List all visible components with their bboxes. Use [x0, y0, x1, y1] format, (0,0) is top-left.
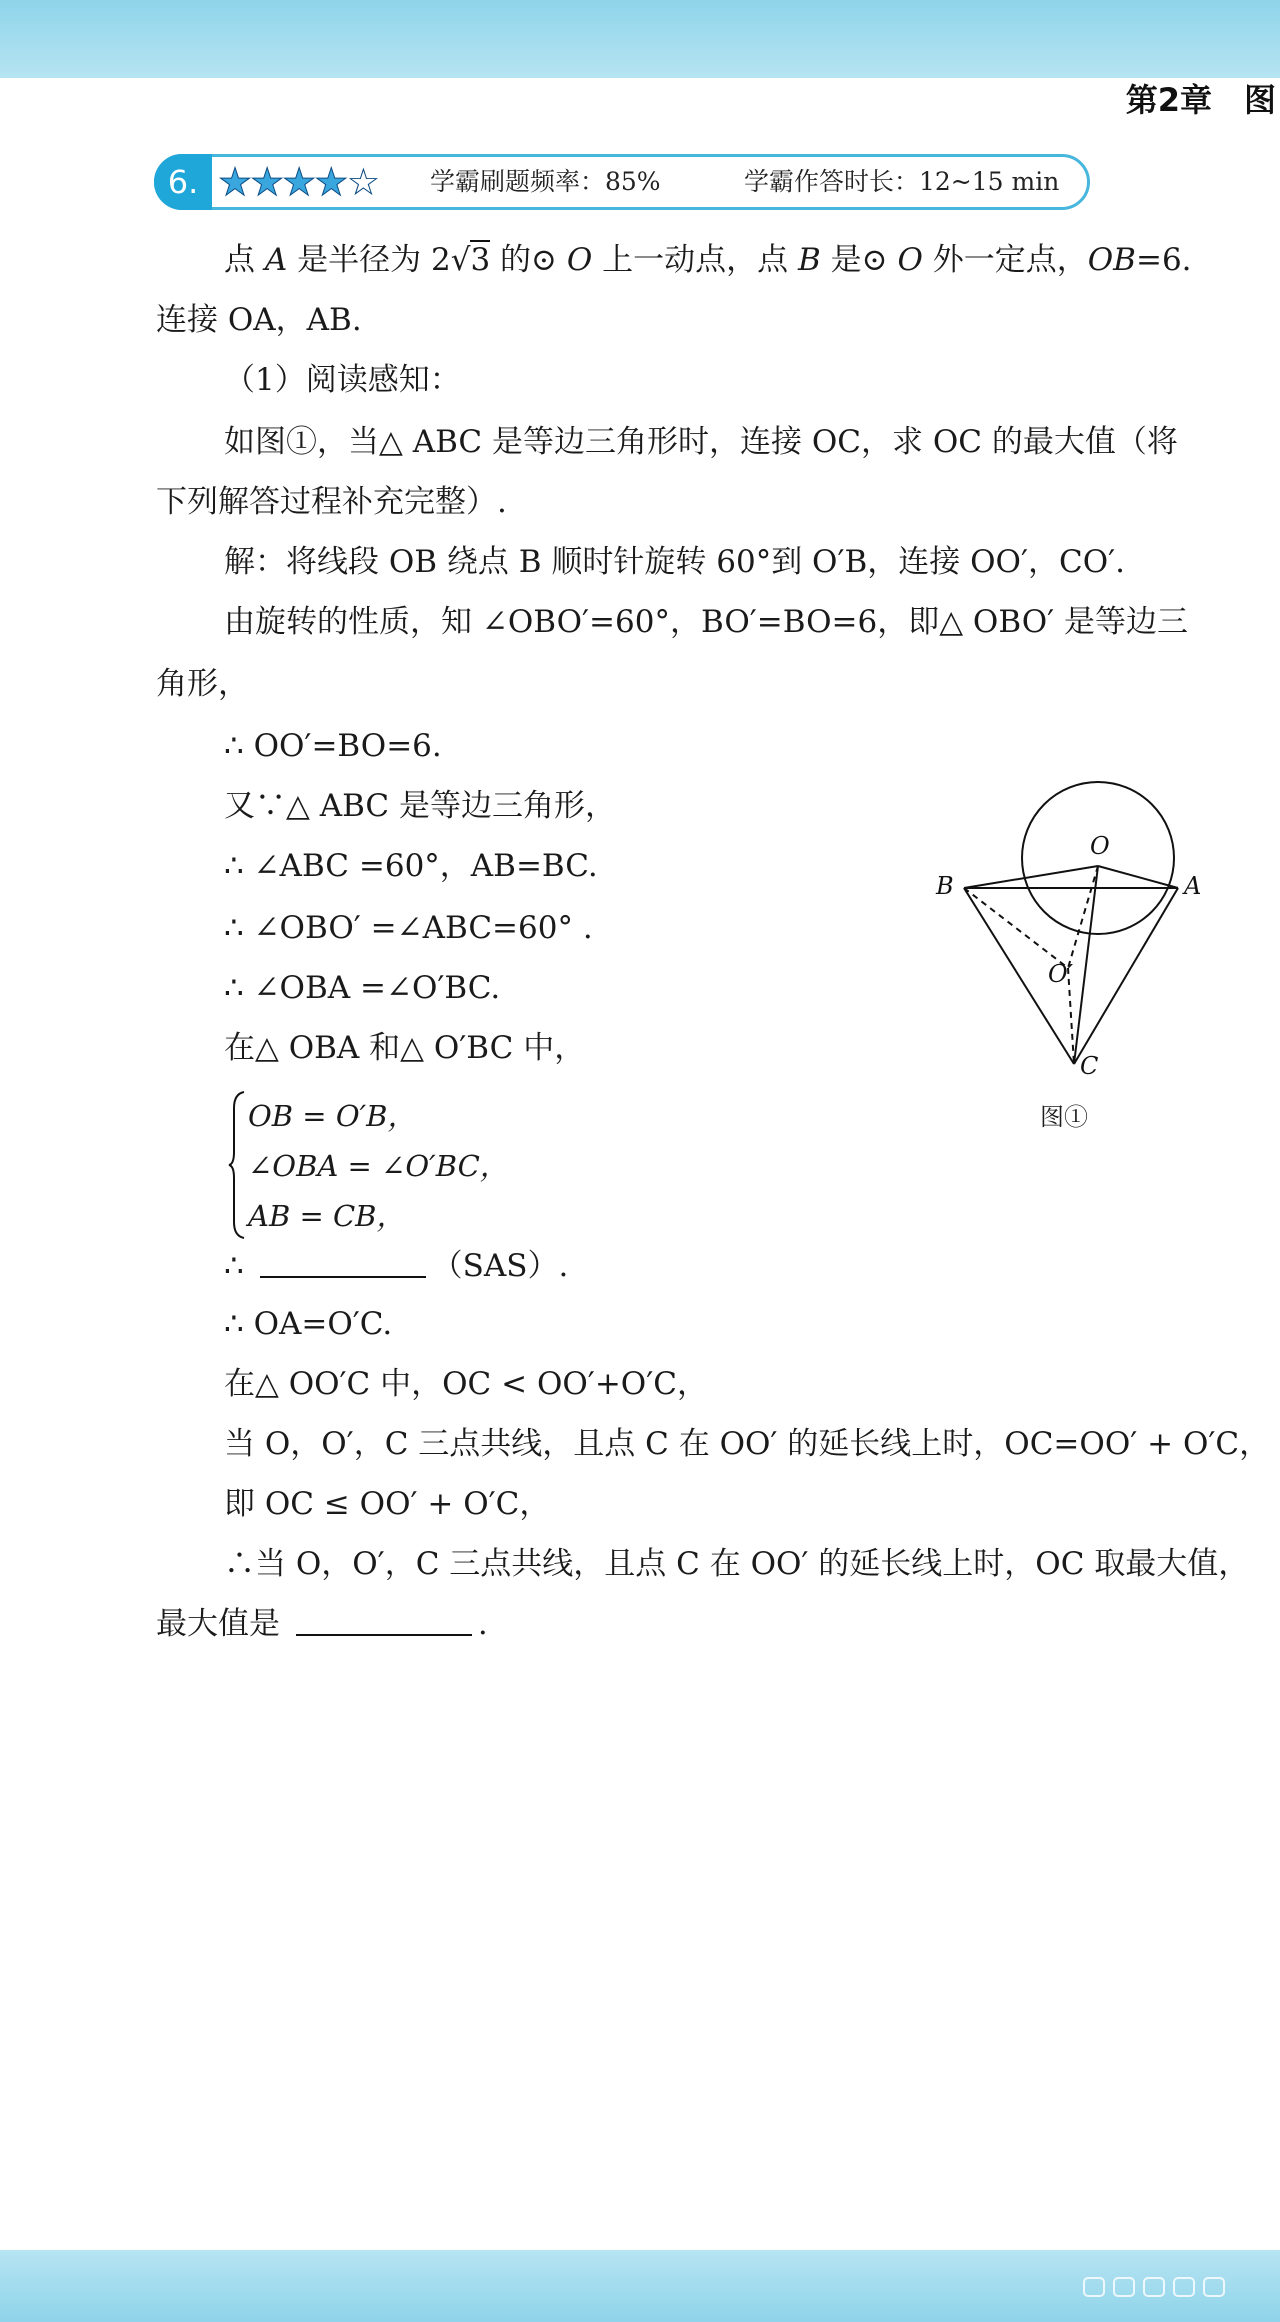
sqrt-sign: √ — [450, 242, 471, 278]
top-decorative-band — [0, 0, 1280, 78]
frequency-text: 学霸刷题频率：85% — [430, 167, 661, 196]
segment-bo — [964, 866, 1098, 888]
equation-line-3: AB = CB， — [248, 1199, 406, 1233]
task-line-1: 如图①，当△ ABC 是等边三角形时，连接 OC，求 OC 的最大值（将 — [224, 424, 1178, 460]
figure-caption: 图① — [1040, 1103, 1088, 1131]
chapter-label: 第2章 图 — [1114, 78, 1280, 122]
solution-line-15: ∴当 O，O′，C 三点共线，且点 C 在 OO′ 的延长线上时，OC 取最大值， — [224, 1546, 1250, 1582]
part1-title: （1）阅读感知： — [224, 362, 461, 398]
label-a: A — [1184, 872, 1202, 900]
solution-line-14: 即 OC ≤ OO′ + O′C， — [224, 1486, 551, 1522]
solution-line-4: ∴ OO′=BO=6. — [224, 728, 442, 764]
equation-line-2: ∠OBA = ∠O′BC， — [248, 1149, 509, 1183]
segment-ac — [1074, 888, 1178, 1064]
solution-line-12: 在△ OO′C 中，OC < OO′+O′C， — [224, 1366, 708, 1402]
solution-line-16: 最大值是 . — [156, 1606, 488, 1642]
solution-line-13: 当 O，O′，C 三点共线，且点 C 在 OO′ 的延长线上时，OC=OO′ + O′C， — [224, 1426, 1271, 1462]
solution-line-9: 在△ OBA 和△ O′BC 中， — [224, 1030, 586, 1066]
solution-line-8: ∴ ∠OBA =∠O′BC. — [224, 970, 501, 1006]
geometry-figure — [900, 770, 1240, 1100]
watermark-logo — [1080, 2272, 1250, 2302]
equation-system-brace — [228, 1090, 246, 1240]
solution-line-7: ∴ ∠OBO′ =∠ABC=60° . — [224, 910, 593, 946]
duration-text: 学霸作答时长：12~15 min — [744, 167, 1060, 196]
label-o: O — [1090, 832, 1110, 860]
solution-line-6: ∴ ∠ABC =60°，AB=BC. — [224, 848, 598, 884]
equation-line-1: OB = O′B， — [248, 1099, 417, 1133]
segment-bo-prime — [964, 888, 1068, 968]
difficulty-stars — [218, 160, 378, 204]
solution-line-2: 由旋转的性质，知 ∠OBO′=60°，BO′=BO=6，即△ OBO′ 是等边三 — [224, 604, 1188, 640]
label-c: C — [1080, 1052, 1099, 1080]
solution-line-1: 解：将线段 OB 绕点 B 顺时针旋转 60°到 O′B，连接 OO′，CO′. — [224, 544, 1126, 580]
star-empty-icon: ☆ — [346, 160, 379, 204]
label-b: B — [936, 872, 954, 900]
star-filled-icon: ★ — [314, 160, 347, 204]
segment-oa — [1098, 866, 1178, 888]
question-number: 6. — [154, 154, 212, 210]
star-filled-icon: ★ — [282, 160, 315, 204]
label-o-prime: O′ — [1048, 960, 1074, 988]
answer-blank-1[interactable] — [260, 1246, 426, 1278]
intro-line-2: 连接 OA，AB. — [156, 302, 362, 338]
star-filled-icon: ★ — [250, 160, 283, 204]
segment-oo-prime — [1068, 866, 1098, 968]
solution-line-10: ∴ （SAS）. — [224, 1248, 569, 1284]
star-filled-icon: ★ — [218, 160, 251, 204]
segment-oc — [1074, 866, 1098, 1064]
task-line-2: 下列解答过程补充完整）. — [156, 484, 507, 520]
solution-line-11: ∴ OA=O′C. — [224, 1306, 393, 1342]
intro-line-1: 点 A 是半径为 2√3 的⊙ O 上一动点，点 B 是⊙ O 外一定点，OB=6. — [224, 242, 1192, 278]
answer-blank-2[interactable] — [296, 1604, 472, 1636]
solution-line-3: 角形， — [156, 666, 249, 702]
solution-line-5: 又∵△ ABC 是等边三角形， — [224, 788, 617, 824]
